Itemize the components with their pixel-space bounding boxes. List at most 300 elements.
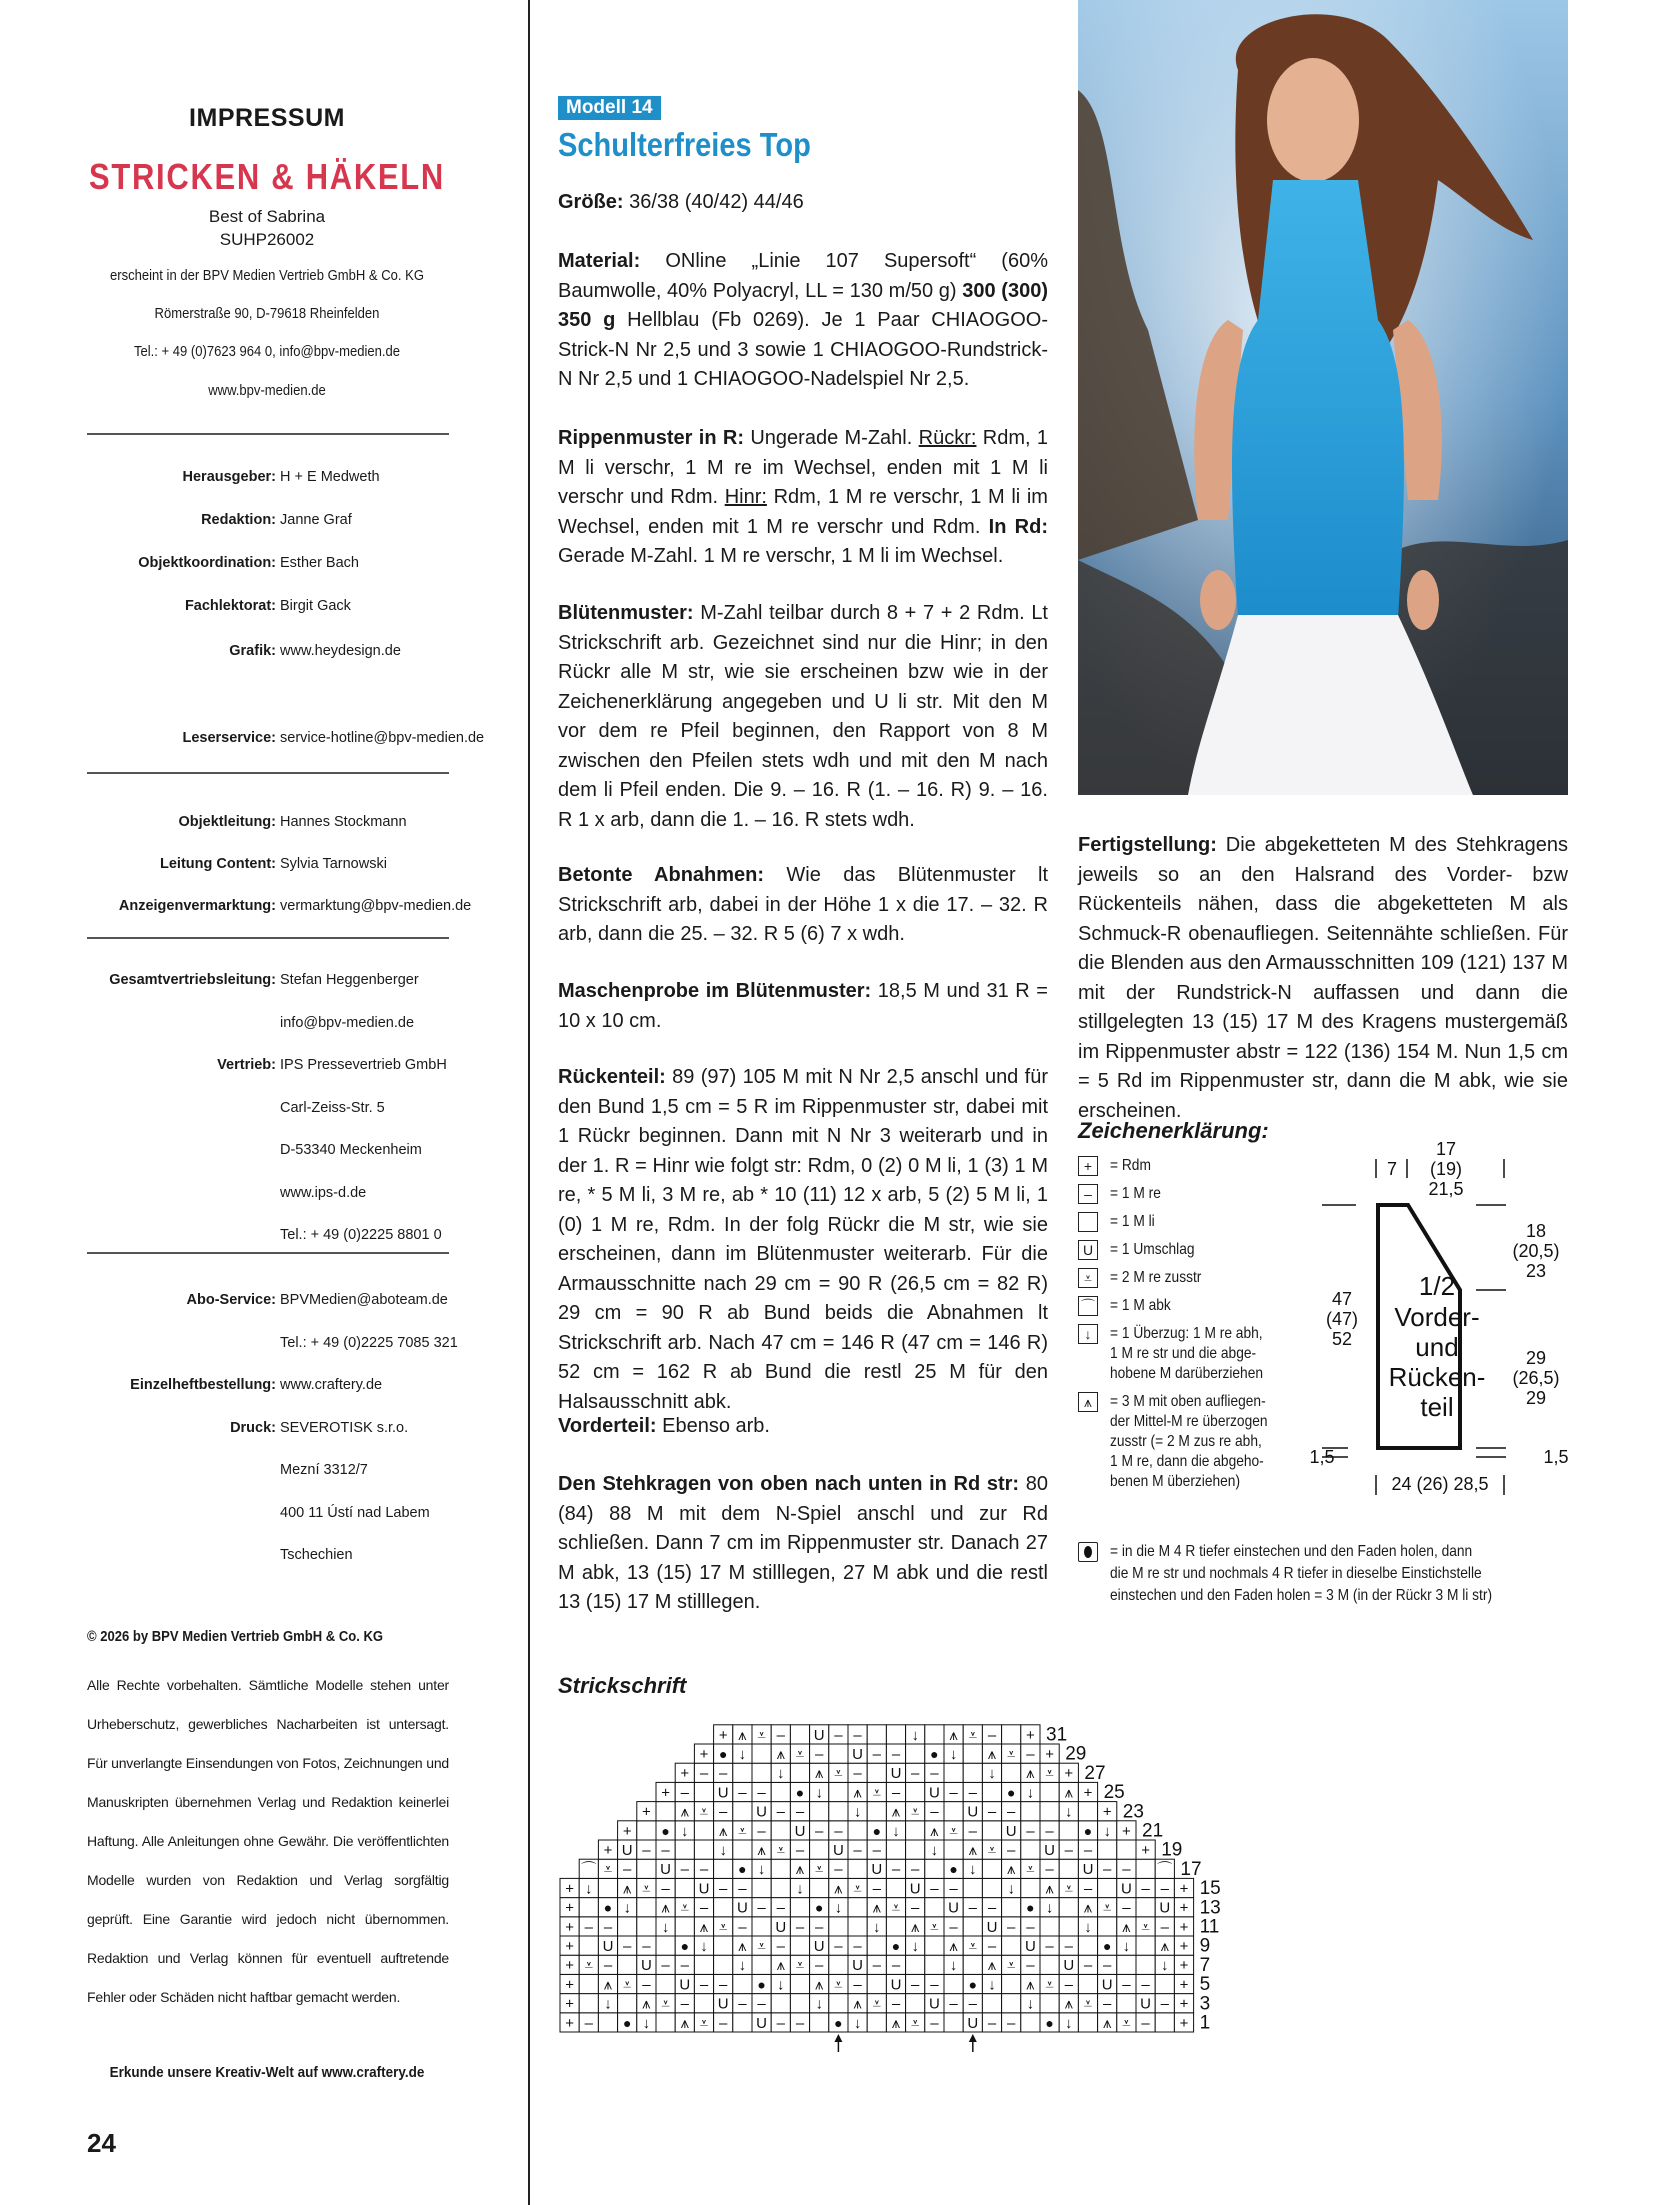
credit-key: Redaktion: bbox=[201, 512, 276, 528]
chart-cell bbox=[1021, 1840, 1040, 1859]
chart-symbol: U bbox=[621, 1841, 633, 1859]
chart-cell bbox=[982, 1994, 1001, 2013]
chart-symbol: – bbox=[795, 1918, 805, 1936]
chart-symbol: ⩡ bbox=[1064, 1880, 1074, 1898]
chart-cell bbox=[829, 1917, 848, 1936]
knitting-chart bbox=[555, 1672, 1605, 2052]
chart-symbol: U bbox=[813, 1937, 825, 1955]
chart-symbol: ⩚ bbox=[1102, 2014, 1112, 2032]
chart-symbol: ⩡ bbox=[584, 1957, 594, 1975]
chart-cell bbox=[982, 1859, 1001, 1878]
chart-symbol: ↓ bbox=[873, 1918, 881, 1936]
chart-symbol: – bbox=[853, 1765, 862, 1783]
chart-symbol: U bbox=[967, 2014, 979, 2032]
chart-symbol: + bbox=[1102, 1803, 1112, 1821]
credit-key: Fachlektorat: bbox=[184, 598, 276, 614]
chart-cell bbox=[694, 1782, 713, 1801]
chart-symbol: – bbox=[776, 1899, 785, 1917]
chart-symbol: + bbox=[1045, 1745, 1054, 1763]
chart-cell bbox=[944, 1763, 963, 1782]
chart-cell bbox=[906, 1782, 925, 1801]
chart-symbol: – bbox=[623, 1937, 632, 1955]
chart-symbol: – bbox=[949, 1995, 958, 2013]
chart-cell bbox=[694, 1994, 713, 2013]
credit-value: 400 11 Ústí nad Labem bbox=[280, 1504, 430, 1521]
chart-cell bbox=[1002, 1898, 1021, 1917]
chart-symbol: ⩚ bbox=[738, 1726, 747, 1744]
chart-symbol: ↓ bbox=[604, 1995, 612, 2013]
chart-symbol: – bbox=[603, 1957, 613, 1975]
chart-symbol: ⩡ bbox=[603, 1861, 613, 1879]
chart-cell bbox=[637, 1898, 656, 1917]
chart-cell bbox=[1078, 1802, 1097, 1821]
chart-cell bbox=[963, 1955, 982, 1974]
chart-cell bbox=[1117, 1955, 1136, 1974]
chart-symbol: – bbox=[680, 1957, 689, 1975]
chart-cell bbox=[1002, 1974, 1021, 1993]
chart-cell bbox=[810, 1878, 829, 1897]
chart-symbol: U bbox=[794, 1822, 806, 1840]
chart-symbol: – bbox=[661, 1880, 670, 1898]
credit-key: Einzelheftbestellung: bbox=[130, 1377, 276, 1393]
chart-symbol: – bbox=[719, 1803, 728, 1821]
chart-symbol: ● bbox=[622, 2014, 632, 2031]
chart-symbol: + bbox=[699, 1745, 709, 1763]
chart-symbol: ⩡ bbox=[987, 1841, 997, 1859]
credit-value[interactable]: service-hotline@bpv-medien.de bbox=[280, 730, 485, 746]
chart-symbol: ⩚ bbox=[930, 1822, 939, 1840]
chart-symbol: – bbox=[872, 1841, 881, 1859]
chart-symbol: – bbox=[891, 1745, 901, 1763]
chart-cell bbox=[1098, 1917, 1117, 1936]
schematic-label-3: und bbox=[1415, 1332, 1459, 1362]
chart-symbol: + bbox=[1122, 1822, 1131, 1840]
chart-symbol: – bbox=[853, 1841, 862, 1859]
chart-cell bbox=[656, 1802, 675, 1821]
chart-symbol: ● bbox=[1083, 1822, 1093, 1839]
chart-symbol: ● bbox=[1026, 1899, 1035, 1916]
chart-symbol: ⩚ bbox=[642, 1995, 651, 2013]
chart-symbol: – bbox=[834, 1861, 843, 1879]
chart-cell bbox=[1002, 1763, 1021, 1782]
chart-cell bbox=[618, 1955, 637, 1974]
chart-symbol: ⩡ bbox=[1102, 1899, 1112, 1917]
chart-cell bbox=[944, 1802, 963, 1821]
chart-symbol: ↓ bbox=[1045, 1899, 1054, 1917]
chart-symbol: ⩡ bbox=[699, 1803, 709, 1821]
chart-symbol: – bbox=[738, 1880, 747, 1898]
chart-cell bbox=[579, 1936, 598, 1955]
chart-cell bbox=[1098, 1878, 1117, 1897]
chart-cell bbox=[752, 1763, 771, 1782]
chart-cell bbox=[579, 1898, 598, 1917]
chart-symbol: – bbox=[642, 1976, 651, 1994]
credit-key: Herausgeber: bbox=[182, 469, 276, 485]
credit-value: Mezní 3312/7 bbox=[280, 1462, 368, 1478]
chart-symbol: + bbox=[1141, 1841, 1150, 1859]
chart-symbol: ⩡ bbox=[622, 1976, 632, 1994]
chart-symbol: ↓ bbox=[988, 1976, 996, 1994]
chart-row-number: 25 bbox=[1103, 1782, 1125, 1804]
chart-cell bbox=[886, 1840, 905, 1859]
chart-symbol: – bbox=[930, 1765, 939, 1783]
chart-cell bbox=[733, 1974, 752, 1993]
chart-row-number: 29 bbox=[1065, 1743, 1087, 1765]
chart-symbol: – bbox=[1045, 1937, 1054, 1955]
chart-row-number: 21 bbox=[1142, 1820, 1164, 1842]
divider bbox=[87, 433, 449, 435]
chart-symbol: + bbox=[1179, 1880, 1189, 1898]
chart-cell bbox=[733, 1763, 752, 1782]
chart-symbol: – bbox=[776, 1937, 785, 1955]
chart-symbol: – bbox=[949, 1918, 958, 1936]
chart-symbol: – bbox=[776, 1726, 785, 1744]
chart-symbol: + bbox=[1179, 1899, 1189, 1917]
chart-symbol: + bbox=[622, 1822, 632, 1840]
credit-key: Objektkoordination: bbox=[138, 555, 276, 571]
chart-cell bbox=[752, 1955, 771, 1974]
chart-cell bbox=[790, 1936, 809, 1955]
chart-symbol: – bbox=[757, 1784, 766, 1802]
chart-symbol: ⩚ bbox=[891, 1803, 901, 1821]
schematic-label-2: Vorder- bbox=[1394, 1302, 1480, 1332]
schematic-side-a: 29 bbox=[1525, 1348, 1547, 1368]
chart-symbol: + bbox=[680, 1765, 690, 1783]
chart-cell bbox=[848, 1821, 867, 1840]
chart-row-number: 15 bbox=[1199, 1878, 1221, 1900]
legend-symbol-icon: U bbox=[1078, 1240, 1098, 1260]
chart-symbol: + bbox=[1064, 1765, 1074, 1783]
chart-symbol: ● bbox=[872, 1822, 882, 1839]
chart-symbol: ⩡ bbox=[1045, 1765, 1054, 1783]
credit-value: Carl-Zeiss-Str. 5 bbox=[280, 1099, 385, 1116]
brand-title: STRICKEN & HÄKELN bbox=[88, 156, 446, 197]
chart-symbol: ⩡ bbox=[968, 1937, 978, 1955]
chart-cell bbox=[656, 1974, 675, 1993]
chart-symbol: ⩡ bbox=[834, 1976, 843, 1994]
chart-symbol: ⩡ bbox=[757, 1726, 766, 1744]
schematic-bund-left: 1,5 bbox=[1309, 1447, 1335, 1467]
chart-cell bbox=[1040, 1782, 1059, 1801]
chart-symbol: ⩚ bbox=[987, 1957, 997, 1975]
chart-symbol: + bbox=[565, 1918, 574, 1936]
chart-symbol: – bbox=[815, 1745, 824, 1763]
chart-symbol: ⩚ bbox=[910, 1918, 920, 1936]
legend-symbol-icon: ⩚ bbox=[1078, 1392, 1098, 1412]
chart-row-number: 13 bbox=[1199, 1897, 1221, 1919]
schematic-bottom: 24 (26) 28,5 bbox=[1391, 1474, 1489, 1494]
chart-symbol: ⩡ bbox=[738, 1822, 747, 1840]
chart-cell bbox=[733, 1840, 752, 1859]
chart-symbol: – bbox=[968, 1822, 977, 1840]
chart-symbol: U bbox=[1024, 1937, 1036, 1955]
chart-symbol: U bbox=[1159, 1899, 1171, 1917]
chart-cell bbox=[1021, 1802, 1040, 1821]
chart-cell bbox=[752, 1878, 771, 1897]
chart-cell bbox=[848, 1859, 867, 1878]
chart-symbol: – bbox=[987, 2014, 997, 2032]
credit-value: Tschechien bbox=[280, 1547, 353, 1563]
legend-symbol-icon: – bbox=[1078, 1184, 1098, 1204]
chart-symbol: – bbox=[680, 1995, 689, 2013]
chart-cell bbox=[656, 1936, 675, 1955]
chart-symbol: + bbox=[565, 2014, 574, 2032]
chart-symbol: ● bbox=[968, 1976, 978, 1993]
divider bbox=[87, 1252, 449, 1254]
chart-row-number: 11 bbox=[1199, 1916, 1220, 1938]
chart-symbol: – bbox=[872, 1957, 881, 1975]
chart-symbol: ↓ bbox=[1122, 1937, 1131, 1955]
credit-key: Abo-Service: bbox=[186, 1292, 276, 1308]
material-label: Material: bbox=[558, 250, 641, 272]
chart-cell bbox=[694, 1840, 713, 1859]
chart-row-number: 1 bbox=[1199, 2012, 1211, 2034]
chart-cell bbox=[790, 1898, 809, 1917]
chart-symbol: + bbox=[661, 1784, 670, 1802]
chart-cell bbox=[579, 1994, 598, 2013]
chart-cell bbox=[1021, 1878, 1040, 1897]
chart-row-number: 7 bbox=[1199, 1954, 1211, 1976]
chart-cell bbox=[790, 1994, 809, 2013]
chart-symbol: – bbox=[968, 1784, 977, 1802]
chart-symbol: – bbox=[699, 1765, 709, 1783]
chart-symbol: U bbox=[717, 1995, 729, 2013]
chart-symbol: + bbox=[1026, 1726, 1035, 1744]
chart-symbol: – bbox=[1026, 1745, 1035, 1763]
chart-symbol: U bbox=[717, 1784, 729, 1802]
chart-symbol: – bbox=[1103, 1957, 1112, 1975]
schematic-top-b: (19) bbox=[1429, 1159, 1463, 1179]
chart-symbol: ↓ bbox=[930, 1841, 939, 1859]
chart-symbol: ⩚ bbox=[949, 1937, 958, 1955]
decreases-paragraph: Betonte Abnahmen: Wie das Blütenmuster lt Strickschrift arb, dabei in der Höhe 1 x die 17. – 32. R arb, dann die 25. – 32. R 5 (6) 7 x wdh. bbox=[558, 864, 1048, 945]
chart-cell bbox=[829, 1782, 848, 1801]
chart-cell bbox=[810, 1802, 829, 1821]
chart-cell bbox=[829, 1744, 848, 1763]
chart-symbol: – bbox=[911, 1976, 920, 1994]
material-paragraph: Material: ONline „Linie 107 Supersoft“ (60% Baumwolle, 40% Polyacryl, LL = 130 m/50 g) 300 (300) 350 g Hellblau (Fb 0269). Je 1 Paar CHIAOGOO-Strick-N Nr 2,5 und 3 sowie 1 CHIAOGOO-Rundstrick-N Nr 2,5 und 1 CHIAOGOO-Nadelspiel Nr 2,5. bbox=[558, 250, 1048, 390]
chart-cell bbox=[771, 1994, 790, 2013]
chart-symbol: U bbox=[890, 1765, 902, 1783]
chart-cell bbox=[886, 1917, 905, 1936]
chart-cell bbox=[925, 1725, 944, 1744]
chart-symbol: U bbox=[832, 1841, 844, 1859]
chart-symbol: ⩡ bbox=[718, 1918, 728, 1936]
chart-symbol: – bbox=[1141, 1880, 1150, 1898]
repeat-arrow-head-icon bbox=[834, 2034, 842, 2042]
chart-symbol: ⩚ bbox=[1064, 1784, 1074, 1802]
chart-symbol: ↓ bbox=[1161, 1957, 1169, 1975]
credit-value: H + E Medweth bbox=[280, 469, 380, 485]
credit-value: SEVEROTISK s.r.o. bbox=[280, 1419, 409, 1436]
chart-symbol: U bbox=[756, 2014, 768, 2032]
chart-cell bbox=[618, 1917, 637, 1936]
credit-value[interactable]: info@bpv-medien.de bbox=[280, 1014, 415, 1031]
chart-cell bbox=[867, 1936, 886, 1955]
schematic-right-a: 18 bbox=[1525, 1221, 1547, 1241]
chart-symbol: – bbox=[968, 1899, 977, 1917]
chart-symbol: ● bbox=[757, 1976, 766, 1993]
chart-cell bbox=[848, 1898, 867, 1917]
chart-symbol: ● bbox=[814, 1899, 824, 1916]
chart-symbol: ⩚ bbox=[1083, 1899, 1093, 1917]
chart-symbol: – bbox=[987, 1899, 997, 1917]
chart-symbol: ↓ bbox=[757, 1861, 766, 1879]
chart-cell bbox=[982, 1878, 1001, 1897]
chart-symbol: ⩡ bbox=[661, 1995, 670, 2013]
chart-symbol: ↓ bbox=[949, 1745, 958, 1763]
chart-symbol: – bbox=[719, 1765, 728, 1783]
chart-symbol: – bbox=[1007, 1841, 1016, 1859]
chart-symbol: ↓ bbox=[661, 1918, 670, 1936]
chart-cell bbox=[867, 1802, 886, 1821]
legend-symbol-icon: + bbox=[1078, 1156, 1098, 1176]
chart-cell bbox=[598, 2013, 617, 2032]
chart-symbol: ↓ bbox=[681, 1822, 689, 1840]
chart-symbol: – bbox=[795, 1841, 805, 1859]
chart-symbol: ↓ bbox=[949, 1957, 958, 1975]
chart-symbol: – bbox=[987, 1937, 997, 1955]
chart-symbol: ⩡ bbox=[795, 1745, 805, 1763]
chart-symbol: U bbox=[1082, 1861, 1094, 1879]
chart-symbol: ⩚ bbox=[661, 1899, 670, 1917]
credit-value[interactable]: vermarktung@bpv-medien.de bbox=[280, 898, 472, 914]
page-number: 24 bbox=[87, 2128, 116, 2158]
chart-symbol: – bbox=[1064, 1841, 1073, 1859]
chart-cell bbox=[925, 1859, 944, 1878]
chart-symbol: ⩚ bbox=[853, 1784, 862, 1802]
chart-symbol: – bbox=[911, 1899, 920, 1917]
chart-symbol: U bbox=[813, 1726, 825, 1744]
chart-cell bbox=[714, 1859, 733, 1878]
credit-value: Janne Graf bbox=[280, 512, 352, 528]
credit-value: Sylvia Tarnowski bbox=[280, 856, 387, 872]
chart-symbol: ↓ bbox=[1026, 1995, 1035, 2013]
schematic-label-5: teil bbox=[1420, 1392, 1454, 1422]
chart-symbol: ⩚ bbox=[987, 1745, 997, 1763]
chart-cell bbox=[733, 1802, 752, 1821]
chart-symbol: – bbox=[949, 1880, 958, 1898]
schematic-shoulder: 7 bbox=[1386, 1159, 1398, 1179]
chart-symbol: – bbox=[911, 1765, 920, 1783]
chart-cell bbox=[656, 2013, 675, 2032]
chart-symbol: – bbox=[834, 1937, 843, 1955]
chart-symbol: – bbox=[1064, 1937, 1073, 1955]
chart-symbol: ↓ bbox=[777, 1976, 785, 1994]
chart-symbol: ⩚ bbox=[891, 2014, 901, 2032]
schematic-right-c: 23 bbox=[1525, 1261, 1547, 1281]
chart-symbol: – bbox=[642, 1841, 651, 1859]
chart-cell bbox=[790, 1725, 809, 1744]
chart-cell bbox=[1002, 1936, 1021, 1955]
credit-value[interactable]: www.ips-d.de bbox=[280, 1184, 367, 1201]
chart-cell bbox=[1078, 1936, 1097, 1955]
chart-symbol: – bbox=[699, 1861, 709, 1879]
credit-value[interactable]: www.craftery.de bbox=[280, 1377, 383, 1393]
chart-symbol: ↓ bbox=[738, 1745, 747, 1763]
chart-symbol: ⩡ bbox=[1026, 1861, 1035, 1879]
chart-cell bbox=[867, 1725, 886, 1744]
chart-cell bbox=[886, 1725, 905, 1744]
schematic-top-a: 17 bbox=[1435, 1139, 1457, 1159]
chart-symbol: ⩡ bbox=[872, 1995, 882, 2013]
chart-cell bbox=[618, 1994, 637, 2013]
chart-row-number: 9 bbox=[1199, 1935, 1211, 1957]
chart-symbol: – bbox=[1083, 1957, 1093, 1975]
chart-symbol: U bbox=[1005, 1822, 1017, 1840]
chart-symbol: ↓ bbox=[623, 1899, 631, 1917]
chart-symbol: U bbox=[679, 1976, 691, 1994]
publisher-web[interactable]: www.bpv-medien.de bbox=[208, 383, 326, 399]
chart-symbol: ↓ bbox=[1065, 1803, 1073, 1821]
chart-symbol: ⩚ bbox=[1045, 1880, 1054, 1898]
chart-symbol: + bbox=[1179, 1995, 1189, 2013]
legend-symbol-icon bbox=[1078, 1212, 1098, 1232]
chart-symbol: ⩡ bbox=[795, 1957, 805, 1975]
magazine-subtitle: Best of Sabrina bbox=[208, 207, 326, 226]
chart-symbol: + bbox=[565, 1957, 574, 1975]
chart-cell bbox=[867, 1763, 886, 1782]
chart-symbol: + bbox=[565, 1976, 574, 1994]
chart-symbol: – bbox=[872, 1745, 881, 1763]
garment-schematic bbox=[1300, 1130, 1590, 1500]
chart-symbol: ● bbox=[891, 1937, 901, 1954]
chart-symbol: – bbox=[1083, 1841, 1093, 1859]
model-badge: Modell 14 bbox=[558, 96, 661, 120]
chart-symbol: ⩚ bbox=[776, 1957, 786, 1975]
chart-cell bbox=[867, 2013, 886, 2032]
chart-symbol: ⩡ bbox=[853, 1880, 862, 1898]
credit-value[interactable]: BPVMedien@aboteam.de bbox=[280, 1292, 448, 1308]
chart-row-number: 23 bbox=[1122, 1801, 1144, 1823]
schematic-top-c: 21,5 bbox=[1428, 1179, 1464, 1199]
chart-symbol: ⩚ bbox=[1160, 1937, 1170, 1955]
chart-symbol: ↓ bbox=[853, 2014, 862, 2032]
chart-symbol: – bbox=[834, 1822, 843, 1840]
chart-symbol: ⌒ bbox=[581, 1861, 597, 1879]
chart-symbol: – bbox=[930, 2014, 939, 2032]
chart-symbol: ⩚ bbox=[1064, 1995, 1074, 2013]
chart-symbol: U bbox=[1120, 1880, 1132, 1898]
chart-symbol: ⩡ bbox=[1122, 2014, 1131, 2032]
chart-symbol: ↓ bbox=[853, 1803, 862, 1821]
chart-symbol: U bbox=[1063, 1957, 1075, 1975]
chart-symbol: – bbox=[930, 1880, 939, 1898]
credit-key: Vertrieb: bbox=[217, 1057, 276, 1073]
chart-cell bbox=[906, 1744, 925, 1763]
divider bbox=[87, 937, 449, 939]
chart-cell bbox=[733, 2013, 752, 2032]
chart-symbol: ⩡ bbox=[699, 2014, 709, 2032]
chart-symbol: ⩡ bbox=[891, 1899, 901, 1917]
chart-symbol: – bbox=[815, 1822, 824, 1840]
chart-cell bbox=[675, 1840, 694, 1859]
chart-cell bbox=[906, 1840, 925, 1859]
chart-cell bbox=[694, 1955, 713, 1974]
chart-row-number: 27 bbox=[1084, 1762, 1106, 1784]
chart-symbol: – bbox=[661, 1957, 670, 1975]
chart-symbol: U bbox=[1044, 1841, 1056, 1859]
chart-symbol: – bbox=[1083, 1880, 1093, 1898]
credit-value: Esther Bach bbox=[280, 555, 359, 571]
chart-cell bbox=[790, 1974, 809, 1993]
chart-row-number: 3 bbox=[1199, 1993, 1211, 2015]
credit-value[interactable]: www.heydesign.de bbox=[280, 643, 401, 659]
chart-symbol: U bbox=[736, 1899, 748, 1917]
article-title: Schulterfreies Top bbox=[558, 126, 811, 163]
chart-symbol: – bbox=[987, 1803, 997, 1821]
chart-symbol: – bbox=[642, 1937, 651, 1955]
